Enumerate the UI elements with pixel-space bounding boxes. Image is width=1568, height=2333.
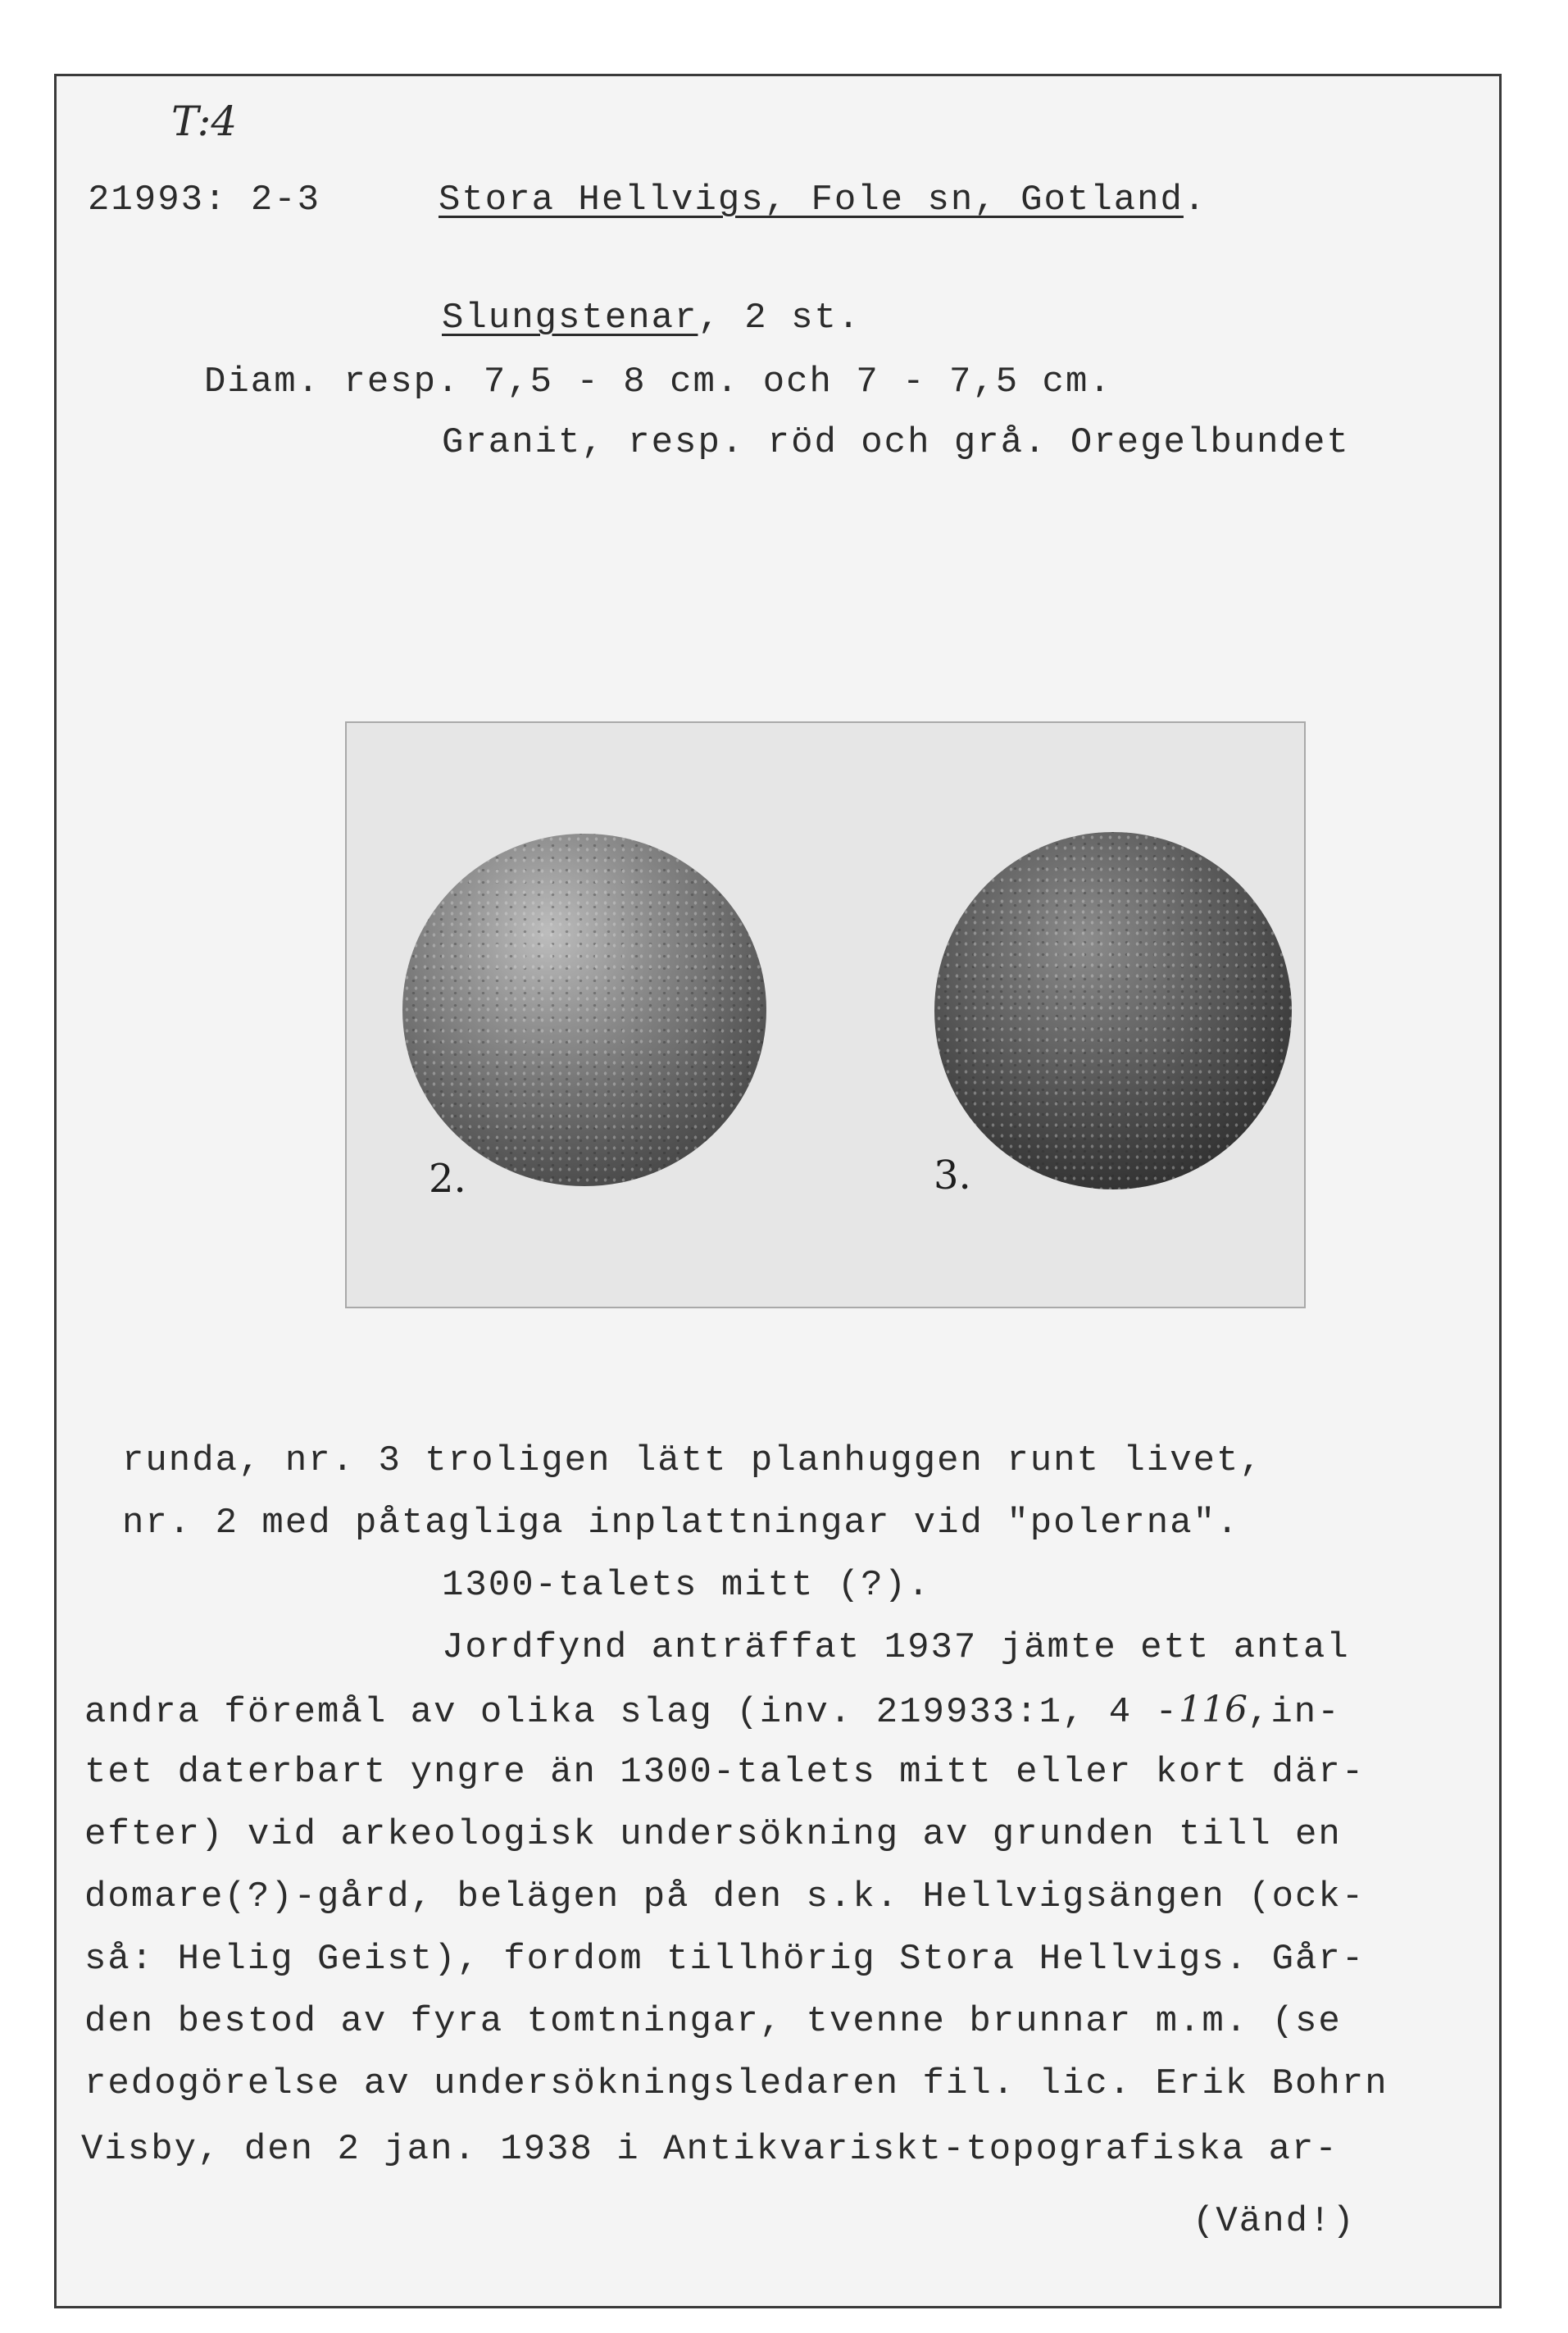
photo-label-2: 2. [429,1156,466,1202]
body-line-7: efter) vid arkeologisk undersökning av grunden till en [84,1814,1342,1855]
handwritten-insert: 116 [1179,1689,1248,1730]
body-line-3: 1300-talets mitt (?). [442,1565,931,1606]
body-line-5 [84,1689,1341,1733]
handwritten-mark: T:4 [171,98,238,145]
body-line-6: tet daterbart yngre än 1300-talets mitt eller kort där- [84,1752,1366,1793]
catalog-card [54,74,1502,2308]
body-line-5-tail: ,in- [1248,1692,1341,1733]
turn-over-note: (Vänd!) [1193,2201,1356,2242]
body-line-9: så: Helig Geist), fordom tillhörig Stora Hellvigs. Går- [84,1939,1366,1980]
artifact-photo [345,721,1306,1308]
body-line-4: Jordfynd anträffat 1937 jämte ett antal [442,1627,1350,1668]
material-line: Granit, resp. röd och grå. Oregelbundet [442,422,1350,463]
photo-label-3: 3. [934,1153,971,1198]
sling-stone-3-image [934,832,1292,1189]
body-line-5-text: andra föremål av olika slag (inv. 219933:1, 4 - [84,1692,1179,1733]
sling-stone-2-image [402,834,766,1186]
object-name: Slungstenar [442,298,698,339]
location-end: . [1183,180,1207,221]
location-text: Stora Hellvigs, Fole sn, Gotland [439,180,1184,221]
object-count: , 2 st. [698,298,861,339]
body-line-10: den bestod av fyra tomtningar, tvenne brunnar m.m. (se [84,2001,1342,2042]
body-line-2: nr. 2 med påtagliga inplattningar vid "polerna". [122,1503,1240,1544]
location-heading [439,180,1207,221]
dimensions-line: Diam. resp. 7,5 - 8 cm. och 7 - 7,5 cm. [204,362,1112,402]
inventory-number: 21993: 2-3 [88,180,321,221]
body-line-11: redogörelse av undersökningsledaren fil. lic. Erik Bohrn [84,2063,1388,2104]
object-title [442,298,861,339]
body-line-8: domare(?)-gård, belägen på den s.k. Hellvigsängen (ock- [84,1876,1366,1917]
body-line-1: runda, nr. 3 troligen lätt planhuggen runt livet, [122,1440,1263,1481]
body-line-12: Visby, den 2 jan. 1938 i Antikvariskt-topografiska ar- [81,2129,1338,2170]
